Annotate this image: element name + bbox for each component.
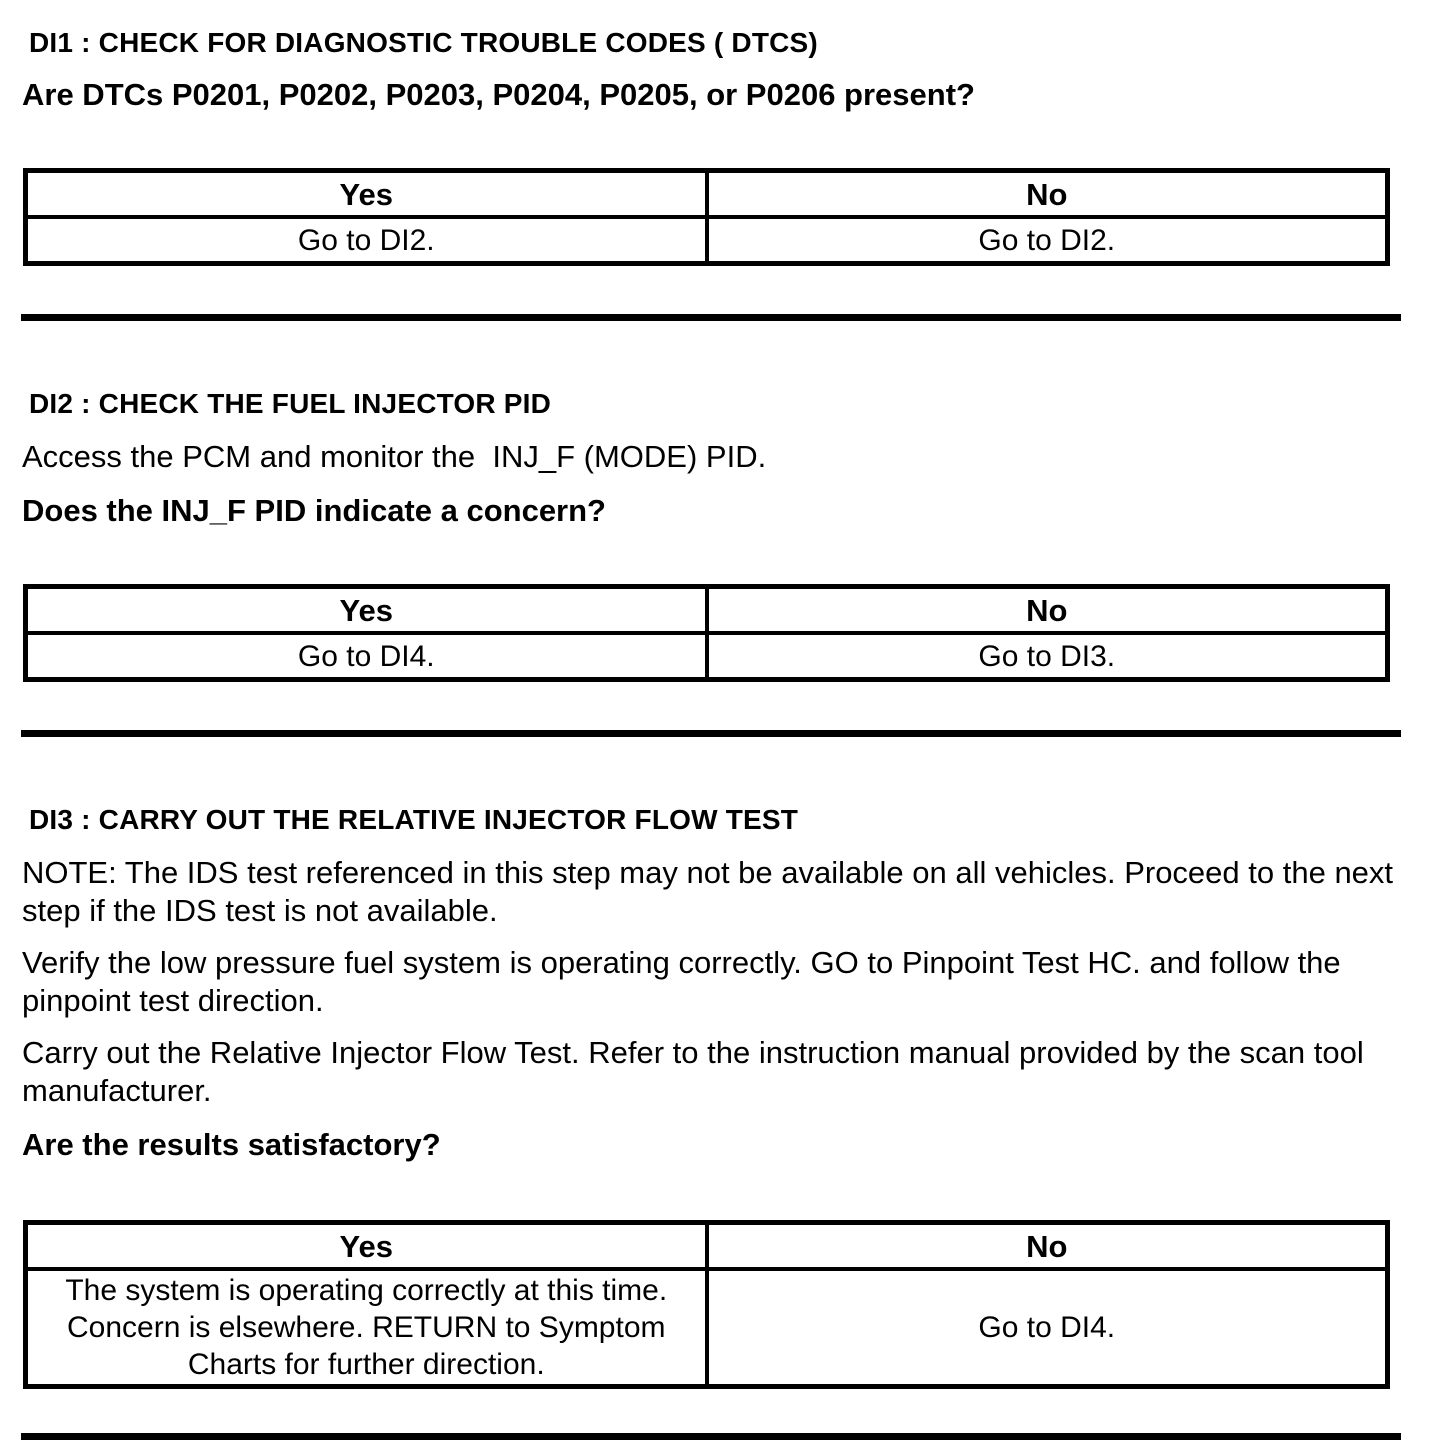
no-column-header: No: [707, 1223, 1388, 1270]
section-di1-question: Are DTCs P0201, P0202, P0203, P0204, P0205, or P0206 present?: [22, 77, 975, 112]
yes-column-header: Yes: [26, 1223, 707, 1270]
no-action-cell: Go to DI4.: [707, 1269, 1388, 1387]
yes-column-header: Yes: [26, 171, 707, 218]
section-di3-instruction-2: Carry out the Relative Injector Flow Test. Refer to the instruction manual provided by the scan tool manufacturer.: [22, 1035, 1373, 1108]
section-di3-question: Are the results satisfactory?: [22, 1127, 441, 1162]
yes-action-cell: The system is operating correctly at this time. Concern is elsewhere. RETURN to Symptom Charts for further direction.: [26, 1269, 707, 1387]
section-di1-heading: DI1 : CHECK FOR DIAGNOSTIC TROUBLE CODES ( DTCS): [29, 27, 818, 58]
no-action-cell: Go to DI2.: [707, 217, 1388, 264]
section-di2: [22, 387, 1456, 737]
table-header-row: [26, 587, 1388, 634]
section-di3-heading: DI3 : CARRY OUT THE RELATIVE INJECTOR FLOW TEST: [29, 804, 799, 835]
section-di3: [22, 803, 1456, 1440]
decision-table-di2: [23, 584, 1390, 682]
section-di2-heading: DI2 : CHECK THE FUEL INJECTOR PID: [29, 388, 552, 419]
table-action-row: [26, 633, 1388, 680]
section-end-rule: [21, 1433, 1401, 1440]
section-di3-instruction-1: Verify the low pressure fuel system is operating correctly. GO to Pinpoint Test HC. and follow the pinpoint test direction.: [22, 945, 1350, 1018]
no-action-cell: Go to DI3.: [707, 633, 1388, 680]
section-end-rule: [21, 730, 1401, 737]
table-action-row: [26, 217, 1388, 264]
table-action-row: [26, 1269, 1388, 1387]
section-di1: [22, 26, 1456, 321]
table-header-row: [26, 171, 1388, 218]
yes-action-cell: Go to DI2.: [26, 217, 707, 264]
yes-column-header: Yes: [26, 587, 707, 634]
section-di2-question: Does the INJ_F PID indicate a concern?: [22, 493, 606, 528]
decision-table-di3: [23, 1220, 1390, 1389]
no-column-header: No: [707, 587, 1388, 634]
section-di3-note: NOTE: The IDS test referenced in this step may not be available on all vehicles. Proceed to the next step if the IDS test is not available.: [22, 855, 1402, 928]
no-column-header: No: [707, 171, 1388, 218]
yes-action-cell: Go to DI4.: [26, 633, 707, 680]
section-end-rule: [21, 314, 1401, 321]
section-di2-instruction: Access the PCM and monitor the INJ_F (MODE) PID.: [22, 439, 767, 474]
decision-table-di1: [23, 168, 1390, 266]
table-header-row: [26, 1223, 1388, 1270]
